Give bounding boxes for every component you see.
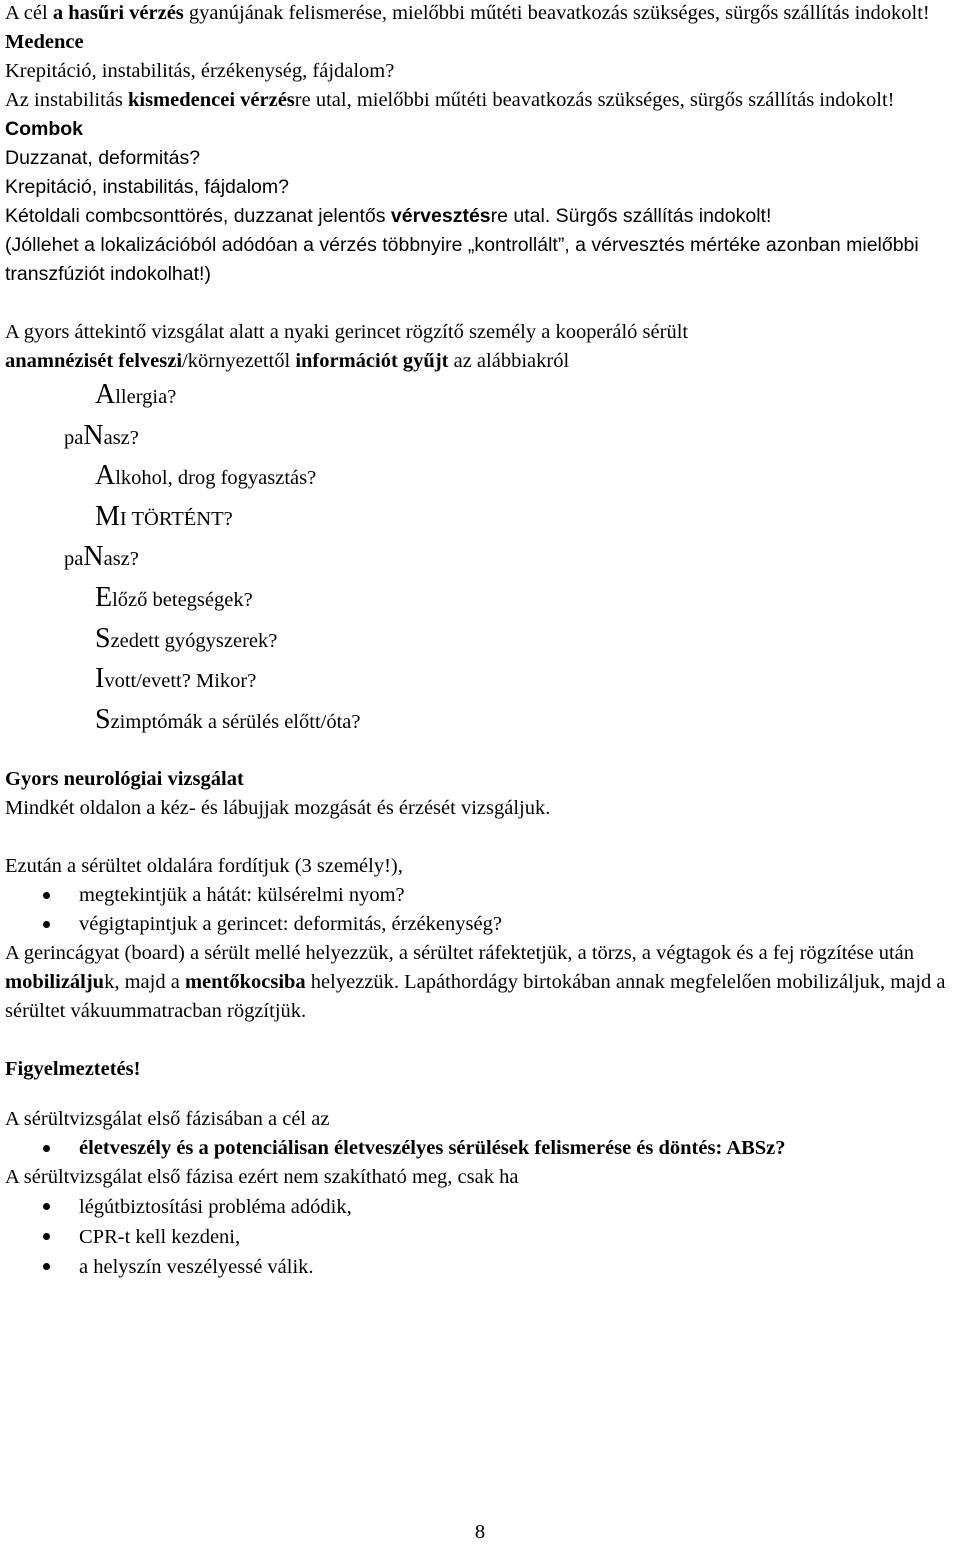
acronym-item: Ivott/evett? Mikor? — [95, 663, 257, 695]
paragraph-medence: Az instabilitás kismedencei vérzésre utal, mielőbbi műtéti beavatkozás szükséges, sürgős szállítás indokolt! — [5, 89, 895, 111]
combok-question-1: Duzzanat, deformitás? — [5, 147, 201, 169]
turn-intro: Ezután a sérültet oldalára fordítjuk (3 személy!), — [5, 855, 403, 878]
bold-term: vérvesztés — [390, 205, 491, 227]
warning-intro: A sérültvizsgálat első fázisában a cél az — [5, 1108, 330, 1131]
combok-question-2: Krepitáció, instabilitás, fájdalom? — [5, 176, 289, 198]
document-page — [5, 0, 955, 1282]
paragraph-board: A gerincágyat (board) a sérült mellé helyezzük, a sérültet ráfektetjük, a törzs, a végtagok és a fej rögzítése után mobilizáljuk, majd a mentőkocsiba helyezzük. Lapáthordágy birtokában annak megfelelően mobilizáljuk, majd a sérültet vákuummatracban rögzítjük. — [5, 942, 946, 1023]
heading-combok: Combok — [5, 118, 83, 140]
list-item: megtekintjük a hátát: külsérelmi nyom? — [5, 881, 955, 910]
medence-question: Krepitáció, instabilitás, érzékenység, fájdalom? — [5, 60, 395, 82]
acronym-item: Allergia? — [95, 379, 177, 410]
list-item: légútbiztosítási probléma adódik, — [5, 1192, 955, 1222]
acronym-item: Szimptómák a sérülés előtt/óta? — [95, 703, 361, 735]
neuro-text: Mindkét oldalon a kéz- és lábujjak mozgását és érzését vizsgáljuk. — [5, 797, 551, 820]
anamnesis-intro-2: anamnézisét felveszi/környezettől információt gyűjt az alábbiakról — [5, 350, 570, 372]
section-combok — [5, 115, 955, 289]
acronym-item: Szedett gyógyszerek? — [95, 622, 278, 654]
acronym-item: Alkohol, drog fogyasztás? — [95, 460, 317, 492]
combok-note: (Jóllehet a lokalizációból adódóan a vérzés többnyire „kontrollált”, a vérvesztés mértéke azonban mielőbbi transzfúziót indokolhat!) — [5, 234, 919, 285]
bold-term: kismedencei vérzés — [127, 89, 295, 111]
heading-medence: Medence — [5, 31, 84, 53]
warning-bullets — [5, 1192, 955, 1282]
list-item: a helyszín veszélyessé válik. — [5, 1252, 955, 1282]
anamnesis-list — [5, 376, 955, 741]
heading-neuro: Gyors neurológiai vizsgálat — [5, 768, 244, 791]
warning-bold-list — [5, 1134, 955, 1163]
list-item: CPR-t kell kezdeni, — [5, 1222, 955, 1252]
acronym-item: paNasz? — [64, 419, 139, 451]
paragraph-combok: Kétoldali combcsonttörés, duzzanat jelentős vérvesztésre utal. Sürgős szállítás indokolt! — [5, 205, 772, 227]
page-number: 8 — [474, 1521, 486, 1543]
acronym-item: paNasz? — [64, 541, 139, 573]
bold-term: a hasűri vérzés — [52, 2, 184, 24]
acronym-item: MI TÖRTÉNT? — [95, 500, 233, 532]
paragraph-hasuri: A cél a hasűri vérzés gyanújának felismerése, mielőbbi műtéti beavatkozás szükséges, sürgős szállítás indokolt! — [5, 2, 930, 24]
heading-warning: Figyelmeztetés! — [5, 1058, 141, 1081]
acronym-item: Előző betegségek? — [95, 581, 253, 613]
turn-bullets — [5, 881, 955, 939]
list-item: végigtapintjuk a gerincet: deformitás, érzékenység? — [5, 910, 955, 939]
warning-line-2: A sérültvizsgálat első fázisa ezért nem szakítható meg, csak ha — [5, 1166, 519, 1189]
anamnesis-intro: A gyors áttekintő vizsgálat alatt a nyaki gerincet rögzítő személy a kooperáló sérült — [5, 321, 689, 343]
list-item: életveszély és a potenciálisan életveszélyes sérülések felismerése és döntés: ABSz? — [5, 1134, 955, 1163]
